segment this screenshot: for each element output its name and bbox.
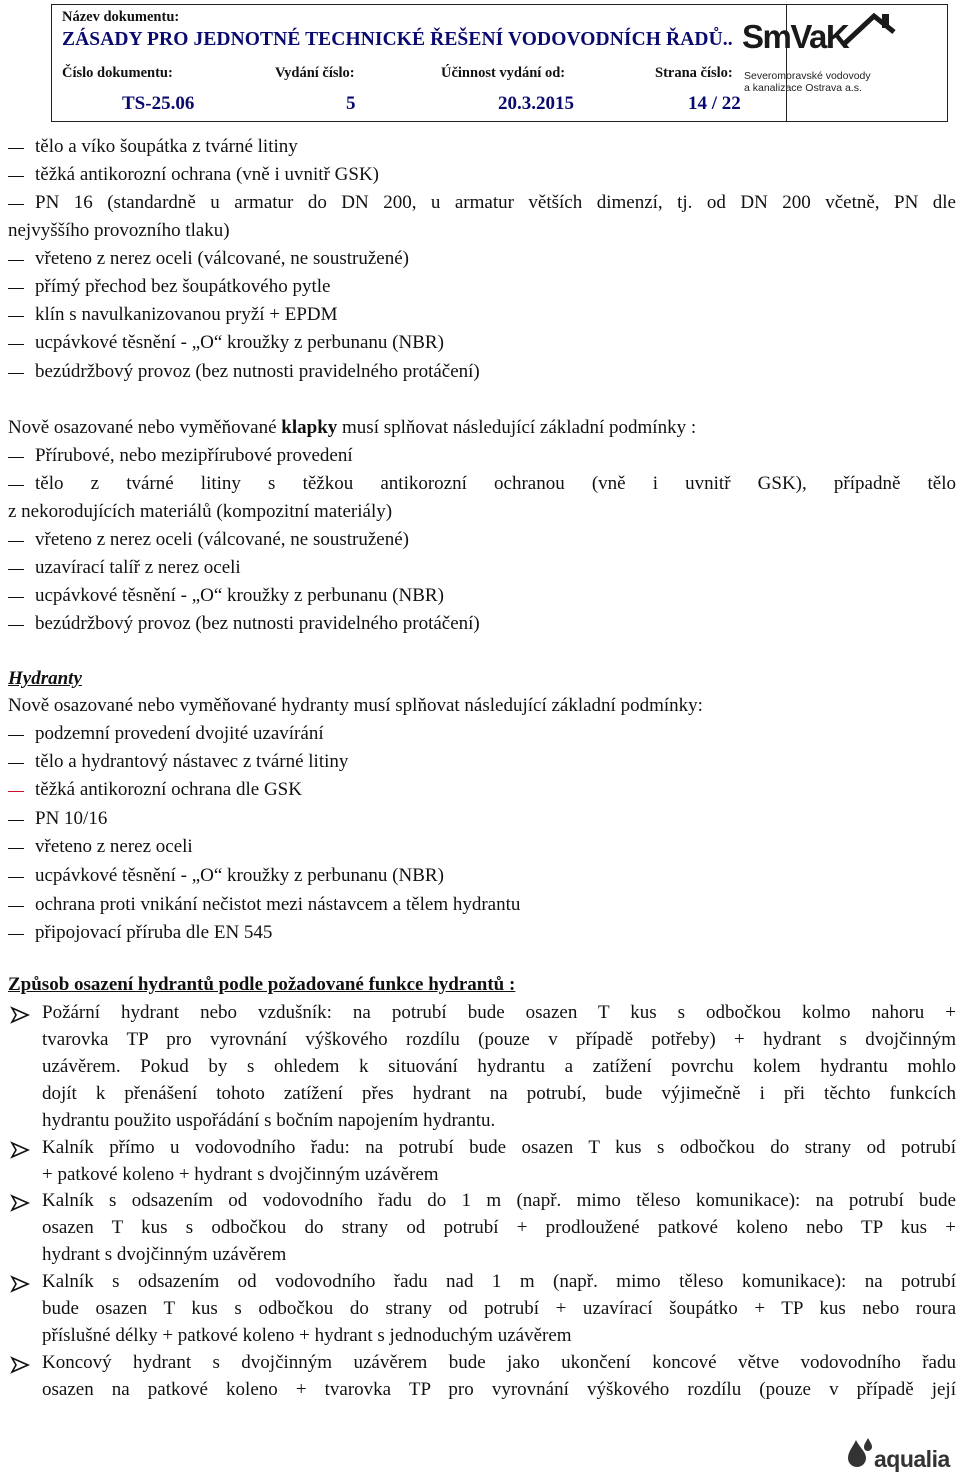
list-item: těžká antikorozní ochrana (vně i uvnitř GSK)	[35, 164, 379, 185]
list-item: Přírubové, nebo mezipřírubové provedení	[35, 445, 353, 466]
list-dash	[8, 625, 24, 626]
list-dash	[8, 934, 24, 935]
page-label: Strana číslo:	[655, 65, 733, 81]
arrow-bullet-icon	[10, 1194, 32, 1212]
effective-date: 20.3.2015	[498, 93, 574, 114]
bullet-line: Požární hydrant nebo vzdušník: na potrubí bude osazen T kus s odbočkou kolmo nahoru +	[42, 1002, 956, 1023]
bullet-line: Kalník s odsazením od vodovodního řadu do 1 m (např. mimo těleso komunikace): na potrubí bude	[42, 1190, 956, 1211]
doc-title: ZÁSADY PRO JEDNOTNÉ TECHNICKÉ ŘEŠENÍ VODOVODNÍCH ŘADŮ..	[62, 29, 733, 50]
flaps-intro-before: Nově osazované nebo vyměňované	[8, 417, 282, 438]
doc-name-label: Název dokumentu:	[62, 9, 180, 25]
logo-subtitle	[744, 70, 871, 94]
doc-number: TS-25.06	[122, 93, 195, 114]
list-dash	[8, 204, 24, 205]
list-item: bezúdržbový provoz (bez nutnosti pravidelného protáčení)	[35, 613, 480, 634]
list-item: přímý přechod bez šoupátkového pytle	[35, 276, 331, 297]
bullet-line: příslušné délky + patkové koleno + hydrant s jednoduchým uzávěrem	[42, 1325, 572, 1346]
list-item: ucpávkové těsnění - „O“ kroužky z perbunanu (NBR)	[35, 585, 444, 606]
list-item: těžká antikorozní ochrana dle GSK	[35, 779, 302, 800]
bullet-line: osazen T kus s odbočkou do strany od potrubí + prodloužené patkové koleno nebo TP kus +	[42, 1217, 956, 1238]
smvak-logo	[740, 8, 890, 108]
list-dash	[8, 316, 24, 317]
arrow-bullet-icon	[10, 1006, 32, 1024]
bullet-line: osazen na patkové koleno + tvarovka TP pro vyrovnání výškového rozdílu (pouze v případě její	[42, 1379, 956, 1400]
bullet-line: tvarovka TP pro vyrovnání výškového rozdílu (pouze v případě potřeby) + hydrant s dvojčinným	[42, 1029, 956, 1050]
flaps-intro-after: musí splňovat následující základní podmínky :	[337, 417, 697, 438]
aqualia-logo	[842, 1436, 954, 1474]
list-dash	[8, 597, 24, 598]
list-dash	[8, 485, 24, 486]
list-item-continuation: z nekorodujících materiálů (kompozitní materiály)	[8, 501, 393, 522]
list-dash	[8, 569, 24, 570]
list-item: bezúdržbový provoz (bez nutnosti pravidelného protáčení)	[35, 361, 480, 382]
list-item: tělo a víko šoupátka z tvárné litiny	[35, 136, 298, 157]
list-item: uzavírací talíř z nerez oceli	[35, 557, 241, 578]
list-dash	[8, 848, 24, 849]
bullet-line: Koncový hydrant s dvojčinným uzávěrem bude jako ukončení koncové větve vodovodního řadu	[42, 1352, 956, 1373]
arrow-bullet-icon	[10, 1141, 32, 1159]
list-item: vřeteno z nerez oceli (válcované, ne soustružené)	[35, 529, 409, 550]
bullet-line: dojít k přenášení tohoto zatížení přes hydrant na potrubí, bude výjimečně i při těchto funkcích	[42, 1083, 956, 1104]
doc-number-label: Číslo dokumentu:	[62, 65, 173, 81]
hydrants-heading: Hydranty	[8, 668, 82, 689]
list-dash	[8, 906, 24, 907]
list-dash	[8, 176, 24, 177]
list-item: PN 10/16	[35, 808, 108, 829]
list-item-continuation: nejvyššího provozního tlaku)	[8, 220, 230, 241]
list-item: připojovací příruba dle EN 545	[35, 922, 273, 943]
list-dash	[8, 877, 24, 878]
issue-label: Vydání číslo:	[275, 65, 355, 81]
hydrants-intro: Nově osazované nebo vyměňované hydranty musí splňovat následující základní podmínky:	[8, 695, 703, 716]
placement-heading: Způsob osazení hydrantů podle požadované funkce hydrantů :	[8, 974, 516, 995]
list-item: tělo a hydrantový nástavec z tvárné litiny	[35, 751, 349, 772]
list-dash	[8, 763, 24, 764]
list-item: tělo z tvárné litiny s těžkou antikorozní ochranou (vně i uvnitř GSK), případně tělo	[35, 473, 956, 494]
bullet-line: bude osazen T kus s odbočkou do strany od potrubí + uzavírací šoupátko + TP kus nebo roura	[42, 1298, 956, 1319]
logo-line-2: a kanalizace Ostrava a.s.	[744, 82, 862, 94]
list-dash	[8, 820, 24, 821]
logo-line-1: Severomoravské vodovody	[744, 70, 871, 82]
arrow-bullet-icon	[10, 1356, 32, 1374]
effective-label: Účinnost vydání od:	[441, 65, 566, 81]
page-number: 14 / 22	[688, 93, 741, 114]
flaps-intro	[8, 417, 696, 439]
list-item: podzemní provedení dvojité uzavírání	[35, 723, 324, 744]
logo-name: SmVaK	[742, 18, 849, 55]
list-dash	[8, 541, 24, 542]
bullet-line: Kalník s odsazením od vodovodního řadu nad 1 m (např. mimo těleso komunikace): na potrubí	[42, 1271, 956, 1292]
flaps-keyword: klapky	[281, 417, 338, 438]
list-item: ucpávkové těsnění - „O“ kroužky z perbunanu (NBR)	[35, 865, 444, 886]
issue-number: 5	[346, 93, 356, 114]
list-dash-red	[8, 791, 24, 792]
list-item: vřeteno z nerez oceli (válcované, ne soustružené)	[35, 248, 409, 269]
list-item: klín s navulkanizovanou pryží + EPDM	[35, 304, 338, 325]
list-item: PN 16 (standardně u armatur do DN 200, u armatur větších dimenzí, tj. od DN 200 včetně, PN dle	[35, 192, 956, 213]
list-dash	[8, 148, 24, 149]
bullet-line: hydrantu použito uspořádání s bočním napojením hydrantu.	[42, 1110, 496, 1131]
list-item: vřeteno z nerez oceli	[35, 836, 193, 857]
bullet-line: Kalník přímo u vodovodního řadu: na potrubí bude osazen T kus s odbočkou do strany od potrubí	[42, 1137, 956, 1158]
bullet-line: hydrant s dvojčinným uzávěrem	[42, 1244, 287, 1265]
bullet-line: + patkové koleno + hydrant s dvojčinným uzávěrem	[42, 1164, 439, 1185]
list-dash	[8, 457, 24, 458]
list-dash	[8, 288, 24, 289]
arrow-bullet-icon	[10, 1275, 32, 1293]
aqualia-drop-icon	[842, 1436, 876, 1470]
list-dash	[8, 344, 24, 345]
aqualia-wordmark: aqualia	[874, 1446, 950, 1472]
list-dash	[8, 373, 24, 374]
list-dash	[8, 260, 24, 261]
list-item: ucpávkové těsnění - „O“ kroužky z perbunanu (NBR)	[35, 332, 444, 353]
list-dash	[8, 735, 24, 736]
list-item: ochrana proti vnikání nečistot mezi nástavcem a tělem hydrantu	[35, 894, 521, 915]
bullet-line: uzávěrem. Pokud by s ohledem k situování hydrantu a zatížení povrchu kolem hydrantu mohlo	[42, 1056, 956, 1077]
